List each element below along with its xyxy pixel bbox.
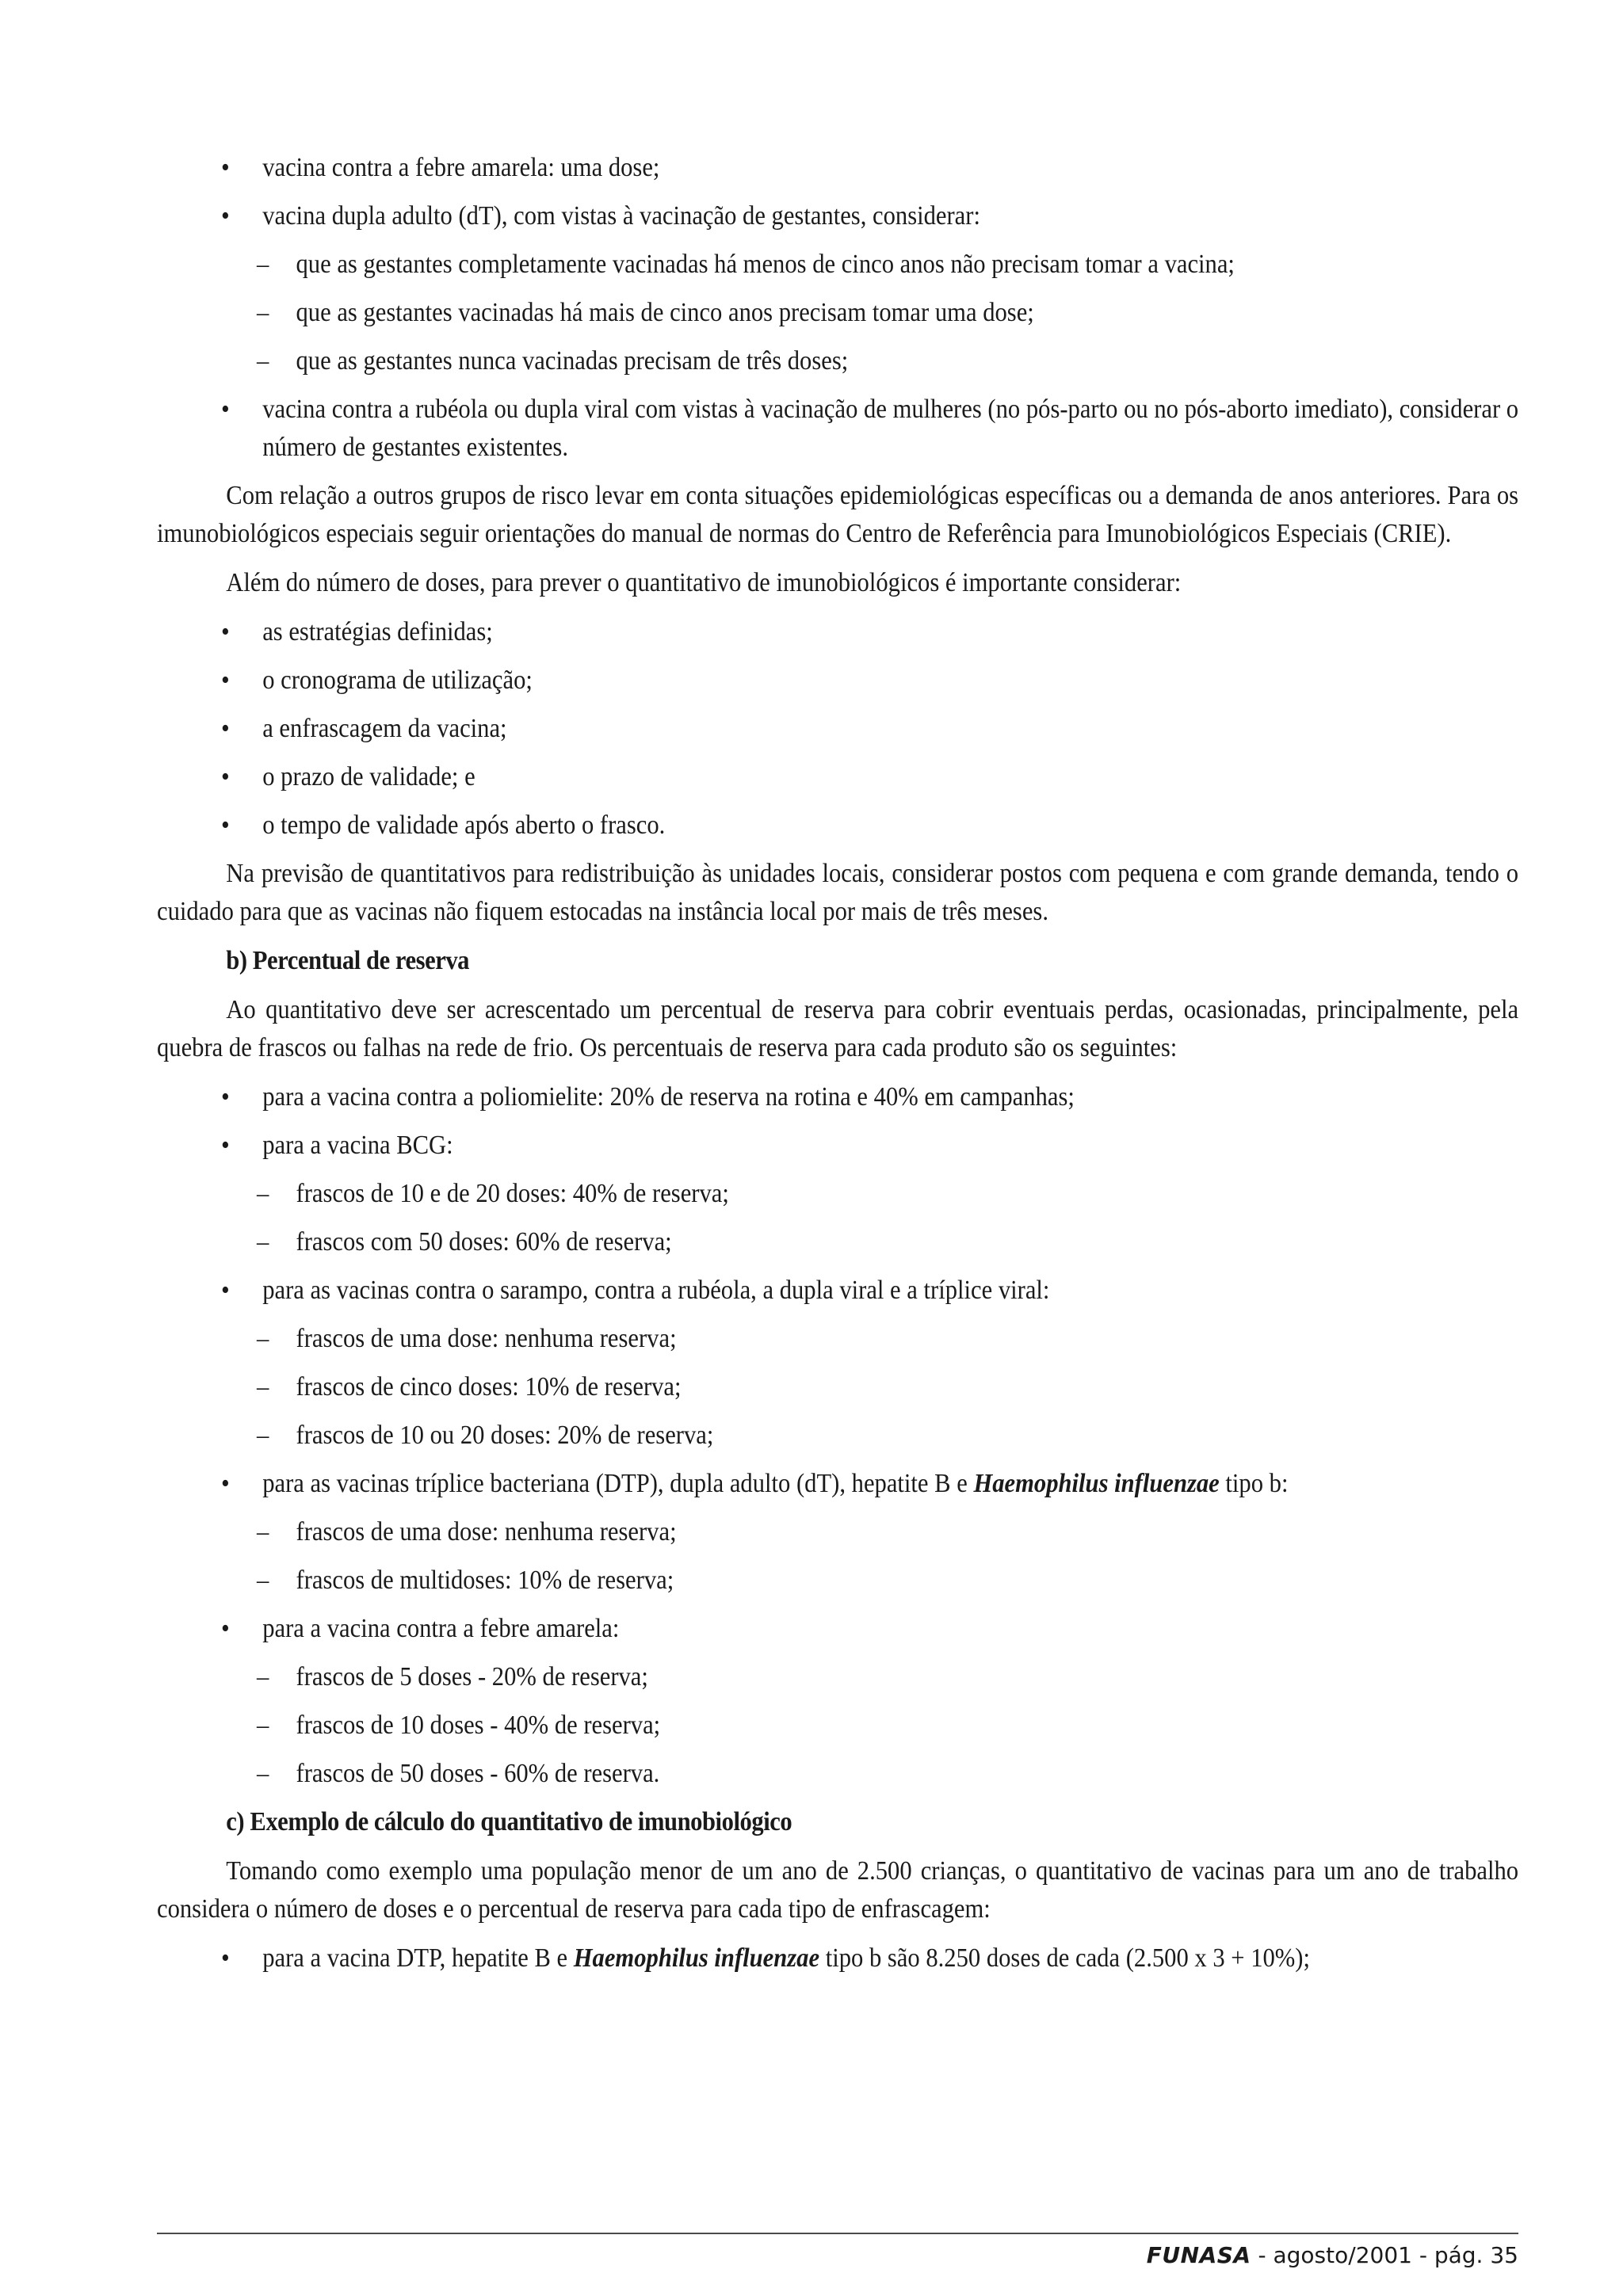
text-run: tipo b: xyxy=(1219,1469,1289,1498)
text-run: o tempo de validade após aberto o frasco. xyxy=(262,810,666,840)
text-run: tipo b são 8.250 doses de cada (2.500 x 3 + 10%); xyxy=(819,1943,1311,1973)
dash-marker: – xyxy=(257,298,269,327)
dash-item xyxy=(157,1562,1518,1600)
dash-item xyxy=(157,1755,1518,1793)
dash-marker: – xyxy=(257,1517,269,1547)
bullet-marker: • xyxy=(221,1469,230,1498)
bullet-item xyxy=(157,758,1518,796)
section-heading xyxy=(157,942,1518,980)
bullet-marker: • xyxy=(221,1943,230,1973)
bullet-marker: • xyxy=(221,714,230,743)
text-run: que as gestantes completamente vacinadas há menos de cinco anos não precisam tomar a vacina; xyxy=(296,250,1235,279)
paragraph xyxy=(157,1852,1518,1928)
dash-item xyxy=(157,246,1518,284)
text-run: o prazo de validade; e xyxy=(262,762,475,791)
text-run: Ao quantitativo deve ser acrescentado um percentual de reserva para cobrir eventuais perdas, ocasionadas, principalmente, pela quebra de frascos ou falhas na rede de frio. Os percentuais de reserva para cada produto são os seguintes: xyxy=(157,995,1519,1062)
text-run: frascos de 10 doses - 40% de reserva; xyxy=(296,1711,661,1740)
text-run: para as vacinas contra o sarampo, contra a rubéola, a dupla viral e a tríplice viral: xyxy=(262,1276,1050,1305)
bullet-item xyxy=(157,613,1518,651)
bullet-item xyxy=(157,149,1518,187)
paragraph xyxy=(157,991,1518,1067)
dash-item xyxy=(157,1658,1518,1696)
dash-item xyxy=(157,1707,1518,1745)
dash-marker: – xyxy=(257,250,269,279)
dash-marker: – xyxy=(257,1662,269,1691)
text-run: frascos de 10 ou 20 doses: 20% de reserva; xyxy=(296,1421,714,1450)
text-run: frascos de uma dose: nenhuma reserva; xyxy=(296,1324,677,1353)
dash-item xyxy=(157,294,1518,332)
page-footer xyxy=(1147,2238,1518,2273)
text-run: Além do número de doses, para prever o quantitativo de imunobiológicos é importante considerar: xyxy=(226,568,1182,597)
dash-item xyxy=(157,342,1518,380)
footer-date-page: - agosto/2001 - pág. 35 xyxy=(1251,2242,1518,2268)
text-run: que as gestantes nunca vacinadas precisam de três doses; xyxy=(296,346,849,376)
bullet-marker: • xyxy=(221,762,230,791)
text-run: vacina contra a rubéola ou dupla viral com vistas à vacinação de mulheres (no pós-parto ou no pós-aborto imediato), considerar o número de gestantes existentes. xyxy=(262,395,1519,462)
text-run: b) Percentual de reserva xyxy=(226,946,470,975)
dash-marker: – xyxy=(257,1421,269,1450)
bullet-marker: • xyxy=(221,617,230,646)
text-run: frascos com 50 doses: 60% de reserva; xyxy=(296,1227,672,1257)
text-run: para a vacina contra a poliomielite: 20% de reserva na rotina e 40% em campanhas; xyxy=(262,1082,1075,1112)
footer-org: FUNASA xyxy=(1146,2242,1251,2268)
dash-item xyxy=(157,1175,1518,1213)
paragraph xyxy=(157,855,1518,931)
dash-marker: – xyxy=(257,1759,269,1788)
paragraph xyxy=(157,564,1518,602)
text-run: as estratégias definidas; xyxy=(262,617,493,646)
bullet-item xyxy=(157,807,1518,845)
text-flow xyxy=(157,149,1518,1978)
bullet-item xyxy=(157,1939,1518,1978)
species-name: Haemophilus influenzae xyxy=(973,1469,1220,1498)
bullet-item xyxy=(157,1127,1518,1165)
bullet-item xyxy=(157,197,1518,235)
text-run: para a vacina contra a febre amarela: xyxy=(262,1614,620,1643)
dash-marker: – xyxy=(257,1711,269,1740)
text-run: vacina contra a febre amarela: uma dose; xyxy=(262,153,660,182)
bullet-item xyxy=(157,710,1518,748)
dash-item xyxy=(157,1513,1518,1551)
dash-marker: – xyxy=(257,1227,269,1257)
text-run: para a vacina BCG: xyxy=(262,1131,453,1160)
dash-item xyxy=(157,1320,1518,1358)
dash-item xyxy=(157,1417,1518,1455)
dash-marker: – xyxy=(257,1566,269,1595)
text-run: c) Exemplo de cálculo do quantitativo de imunobiológico xyxy=(226,1807,792,1836)
bullet-item xyxy=(157,391,1518,467)
text-run: para as vacinas tríplice bacteriana (DTP), dupla adulto (dT), hepatite B e xyxy=(262,1469,974,1498)
footer-rule xyxy=(157,2233,1518,2234)
bullet-marker: • xyxy=(221,1614,230,1643)
bullet-item xyxy=(157,1078,1518,1116)
bullet-marker: • xyxy=(221,810,230,840)
bullet-item xyxy=(157,1272,1518,1310)
paragraph xyxy=(157,477,1518,553)
bullet-marker: • xyxy=(221,395,230,424)
text-run: Na previsão de quantitativos para redistribuição às unidades locais, considerar postos com pequena e com grande demanda, tendo o cuidado para que as vacinas não fiquem estocadas na instância local por mais de três meses. xyxy=(157,859,1519,926)
dash-item xyxy=(157,1223,1518,1261)
dash-marker: – xyxy=(257,1324,269,1353)
page-body xyxy=(157,149,1519,1988)
bullet-marker: • xyxy=(221,153,230,182)
text-run: o cronograma de utilização; xyxy=(262,666,533,695)
text-run: frascos de uma dose: nenhuma reserva; xyxy=(296,1517,677,1547)
dash-marker: – xyxy=(257,1179,269,1208)
bullet-marker: • xyxy=(221,666,230,695)
text-run: para a vacina DTP, hepatite B e xyxy=(262,1943,574,1973)
dash-item xyxy=(157,1368,1518,1406)
section-heading xyxy=(157,1803,1518,1841)
text-run: Com relação a outros grupos de risco levar em conta situações epidemiológicas específicas ou a demanda de anos anteriores. Para os imunobiológicos especiais seguir orientações do manual de normas do Centro de Referência para Imunobiológicos Especiais (CRIE). xyxy=(157,481,1519,548)
bullet-item xyxy=(157,1610,1518,1648)
bullet-item xyxy=(157,1465,1518,1503)
species-name: Haemophilus influenzae xyxy=(573,1943,820,1973)
dash-marker: – xyxy=(257,1372,269,1402)
text-run: Tomando como exemplo uma população menor de um ano de 2.500 crianças, o quantitativo de vacinas para um ano de trabalho considera o número de doses e o percentual de reserva para cada tipo de enfrascagem: xyxy=(157,1856,1519,1924)
bullet-marker: • xyxy=(221,1276,230,1305)
dash-marker: – xyxy=(257,346,269,376)
bullet-marker: • xyxy=(221,1131,230,1160)
text-run: frascos de 10 e de 20 doses: 40% de reserva; xyxy=(296,1179,729,1208)
text-run: a enfrascagem da vacina; xyxy=(262,714,507,743)
text-run: vacina dupla adulto (dT), com vistas à vacinação de gestantes, considerar: xyxy=(262,201,980,231)
text-run: que as gestantes vacinadas há mais de cinco anos precisam tomar uma dose; xyxy=(296,298,1034,327)
bullet-item xyxy=(157,662,1518,700)
text-run: frascos de 5 doses - 20% de reserva; xyxy=(296,1662,648,1691)
bullet-marker: • xyxy=(221,201,230,231)
text-run: frascos de 50 doses - 60% de reserva. xyxy=(296,1759,660,1788)
text-run: frascos de cinco doses: 10% de reserva; xyxy=(296,1372,682,1402)
text-run: frascos de multidoses: 10% de reserva; xyxy=(296,1566,674,1595)
bullet-marker: • xyxy=(221,1082,230,1112)
